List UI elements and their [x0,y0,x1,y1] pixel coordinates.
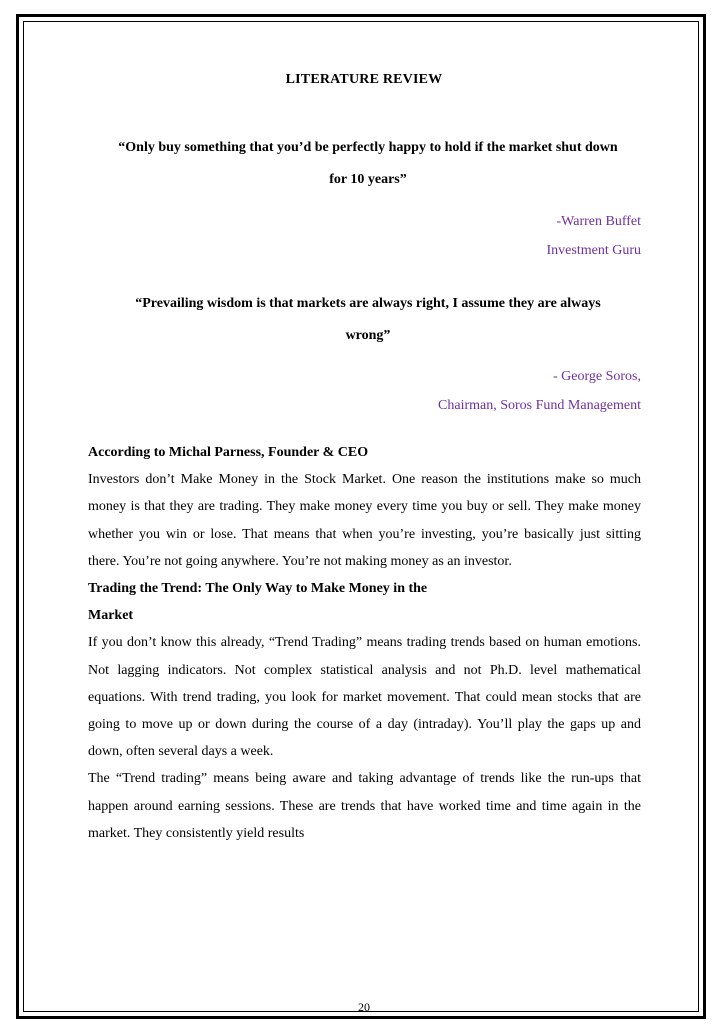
section1-heading: According to Michal Parness, Founder & CEO [88,445,369,460]
quote-soros [88,288,648,352]
quote-buffet-line2: for 10 years” [329,172,407,187]
section2-heading-line2: Market [88,608,134,624]
section1-paragraph: Investors don’t Make Money in the Stock Market. One reason the institutions make so much money is that they are trading. They make money every time you buy or sell. They make money whether you win or lose. That means that when you’re investing, you’re basically just sitting there. You’re not going anywhere. You’re not making money as an investor. [88,472,641,569]
page-number: 20 [358,1000,370,1014]
quote-buffet [88,132,648,196]
quote-soros-role: Chairman, Soros Fund Management [438,398,641,413]
quote-buffet-author: -Warren Buffet [556,214,641,229]
section2-heading-line1: Trading the Trend: The Only Way to Make Money in the [88,581,428,597]
quote-soros-author: - George Soros, [552,369,641,384]
quote-buffet-attribution [547,207,641,265]
quote-soros-line2: wrong” [345,328,391,343]
quote-buffet-role: Investment Guru [546,243,641,258]
quote-soros-attribution [438,362,641,420]
body-text [88,439,641,847]
section2-paragraph1: If you don’t know this already, “Trend Trading” means trading trends based on human emotions. Not lagging indicators. Not complex statistical analysis and not Ph.D. level mathematical equations. With trend trading, you look for market movement. That could mean stocks that are going to move up or down during the course of a day (intraday). You’ll play the gaps up and down, often several days a week. [88,635,641,760]
quote-soros-line1: “Prevailing wisdom is that markets are always right, I assume they are always [135,296,601,311]
quote-buffet-line1: “Only buy something that you’d be perfectly happy to hold if the market shut down [118,140,618,155]
section2-paragraph2: The “Trend trading” means being aware and taking advantage of trends like the run-ups that happen around earning sessions. These are trends that have worked time and time again in the market. They consistently yield results [88,771,641,841]
page-title: LITERATURE REVIEW [285,72,443,87]
